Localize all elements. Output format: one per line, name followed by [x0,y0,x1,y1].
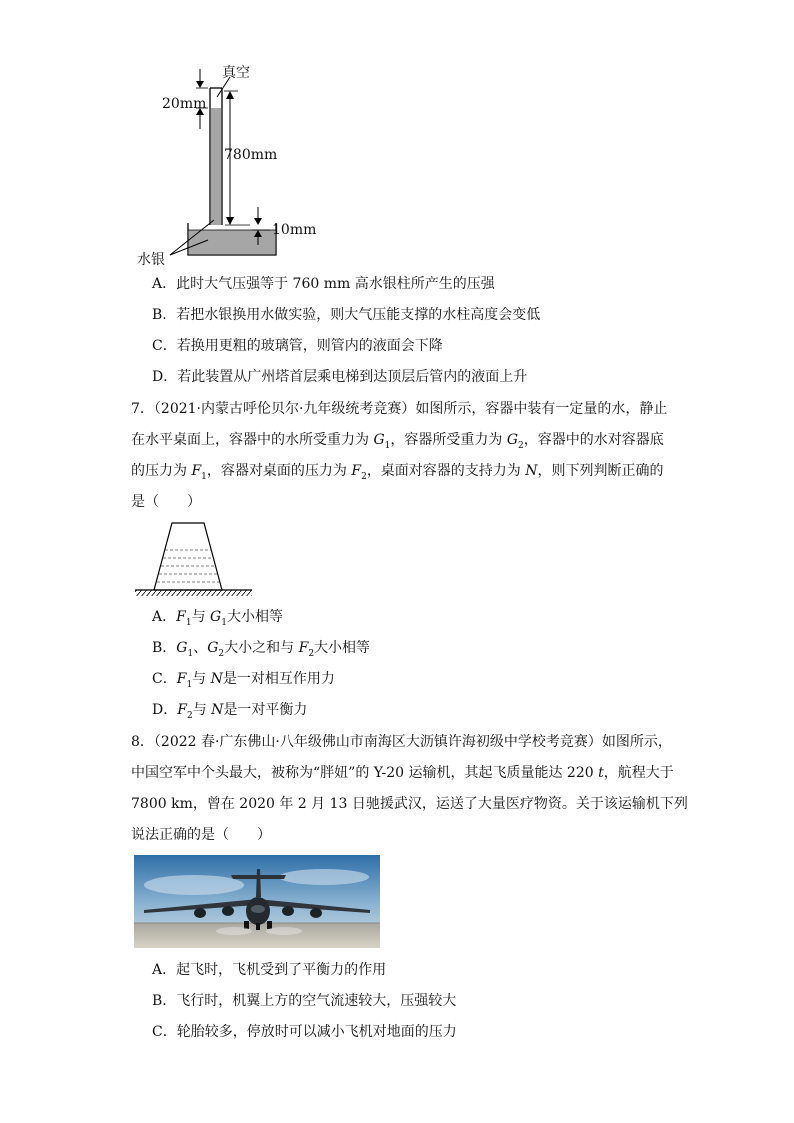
bottom-dimension-label: 10mm [272,222,317,238]
q7-stem-line-1: 7．（2021·内蒙古呼伦贝尔·九年级统考竞赛）如图所示，容器中装有一定量的水，静止 [131,401,668,417]
q7-option-a: A．$F_1$与 $G_1$大小相等 [152,609,283,628]
q7-option-b: B．$G_1$、$G_2$大小之和与 $F_2$大小相等 [152,640,371,659]
q8-option-c: C．轮胎较多，停放时可以减小飞机对地面的压力 [152,1024,457,1040]
q8-stem-line-4: 说法正确的是（ ） [131,827,271,843]
q7-option-d: D．$F_2$与 N是一对平衡力 [152,702,308,721]
column-dimension-label: 780mm [224,147,278,163]
q6-option-a: A．此时大气压强等于 760 mm 高水银柱所产生的压强 [152,276,495,292]
q7-option-c: C．$F_1$与 N是一对相互作用力 [152,671,335,690]
q8-stem-line-3: 7800 km，曾在 2020 年 2 月 13 日驰援武汉，运送了大量医疗物资。关于该运输机下列 [131,796,688,812]
q6-option-b: B．若把水银换用水做实验，则大气压能支撑的水柱高度会变低 [152,307,541,323]
q7-stem-line-2: 在水平桌面上，容器中的水所受重力为 $G_1$，容器所受重力为 $G_2$，容器中的水对容器底 [131,432,664,451]
water-container-figure [130,520,255,600]
q7-stem-line-3: 的压力为 $F_1$，容器对桌面的压力为 $F_2$，桌面对容器的支持力为 N，则下列判断正确的 [131,463,664,482]
q8-stem-line-2: 中国空军中个头最大，被称为“胖妞”的 Y-20 运输机，其起飞质量能达 220 t，航程大于 [131,765,674,781]
q8-stem-line-1: 8．（2022 春·广东佛山·八年级佛山市南海区大沥镇许海初级中学校考竞赛）如图所示， [131,734,672,750]
top-dimension-label: 20mm [162,96,207,112]
q6-option-d: D．若此装置从广州塔首层乘电梯到达顶层后管内的液面上升 [152,369,528,385]
vacuum-label: 真空 [222,65,250,81]
q8-option-b: B．飞行时，机翼上方的空气流速较大，压强较大 [152,993,457,1009]
q7-stem-line-4: 是（ ） [131,494,201,510]
q8-option-a: A．起飞时，飞机受到了平衡力的作用 [152,962,387,978]
q6-option-c: C．若换用更粗的玻璃管，则管内的液面会下降 [152,338,443,354]
y20-aircraft-photo [134,855,380,948]
mercury-label: 水银 [137,252,165,268]
